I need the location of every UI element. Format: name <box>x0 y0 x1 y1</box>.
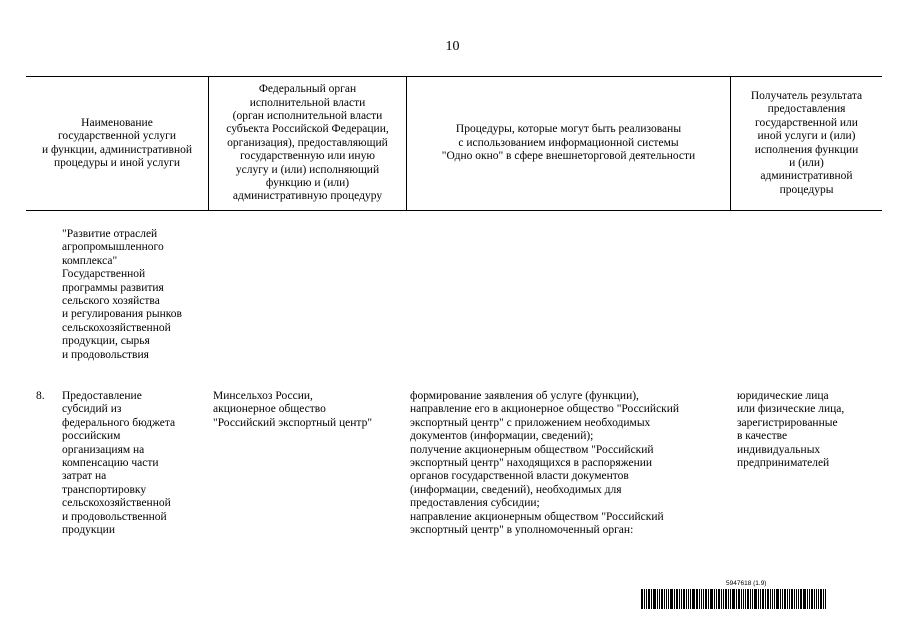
barcode-bar <box>798 589 799 609</box>
barcode-bar <box>714 589 715 609</box>
barcode-bar <box>738 589 740 609</box>
barcode-bar <box>696 589 698 609</box>
barcode-bar <box>750 589 751 609</box>
table-header-bottom-rule <box>26 210 882 211</box>
barcode-bar <box>699 589 700 609</box>
barcode-bar <box>688 589 689 609</box>
barcode-bar <box>825 589 826 609</box>
row-number: 8. <box>36 390 45 402</box>
barcode-bar <box>780 589 781 609</box>
barcode-bar <box>791 589 793 609</box>
barcode-bar <box>774 589 775 609</box>
barcode-bar <box>767 589 769 609</box>
row-procedures: формирование заявления об услуге (функции), направление его в акционерное общество "Российский экспортный центр" с приложением необходимых документов (информации, сведений); получение акционерным обществом "Российский экспортный центр" находящихся в распоряжении органов государственной власти документов (информации, сведений), необходимых для предоставления субсидии; направление акционерным обществом "Российский экспортный центр" в уполномоченный орган: <box>410 390 680 537</box>
barcode-bar <box>668 589 669 609</box>
barcode-bar <box>796 589 797 609</box>
barcode-bar <box>758 589 759 609</box>
barcode-bar <box>818 589 819 609</box>
barcode-bar <box>789 589 790 609</box>
row-authority: Минсельхоз России, акционерное общество "Российский экспортный центр" <box>213 390 373 429</box>
barcode-bar <box>710 589 713 609</box>
barcode-bar <box>723 589 724 609</box>
row-service-name: Предоставление субсидий из федерального бюджета российским организациям на компенсацию части затрат на транспортировку сельскохозяйственной и продовольственной продукции <box>62 390 176 537</box>
barcode-bar <box>703 589 704 609</box>
barcode-bar <box>666 589 667 609</box>
barcode-bar <box>701 589 702 609</box>
row-recipient: юридические лица или физические лица, зарегистрированные в качестве индивидуальных предпринимателей <box>737 390 845 470</box>
barcode-bar <box>820 589 822 609</box>
barcode-bar <box>651 589 652 609</box>
barcode-bar <box>674 589 675 609</box>
barcode-bar <box>641 589 643 609</box>
barcode-bar <box>690 589 691 609</box>
barcode-bar <box>754 589 757 609</box>
barcode-bar <box>718 589 720 609</box>
barcode-bar <box>676 589 678 609</box>
barcode-bar <box>816 589 817 609</box>
barcode-bar <box>811 589 813 609</box>
barcode-bar <box>762 589 764 609</box>
barcode-bar <box>705 589 707 609</box>
header-procedures: Процедуры, которые могут быть реализованы с использованием информационной системы "Одно окно" в сфере внешнеторговой деятельности <box>441 123 696 163</box>
section-heading: "Развитие отраслей агропромышленного комплекса" Государственной программы развития сельского хозяйства и регулирования рынков сельскохозяйственной продукции, сырья и продовольствия <box>62 228 182 361</box>
barcode-bar <box>683 589 685 609</box>
barcode-bar <box>708 589 709 609</box>
barcode-bar <box>732 589 735 609</box>
header-recipient: Получатель результата предоставления государственной или иной услуги и (или) исполнения функции и (или) административной процедуры <box>750 89 863 196</box>
barcode-bar <box>772 589 773 609</box>
barcode-bar <box>661 589 663 609</box>
barcode-bar <box>745 589 746 609</box>
barcode-bar <box>730 589 731 609</box>
barcode-bar <box>814 589 815 609</box>
barcode-number: 5947618 (1.9) <box>726 580 767 587</box>
page-number: 10 <box>445 39 460 54</box>
barcode-bar <box>794 589 795 609</box>
barcode-bar <box>721 589 722 609</box>
barcode-bar <box>784 589 786 609</box>
barcode <box>641 589 857 609</box>
header-authority: Федеральный орган исполнительной власти (орган исполнительной власти субъекта Российской Федерации, организация), предоставляющий государственную или иную услугу и (или) исполняющий функцию и (или) административную процедуру <box>226 83 389 203</box>
barcode-bar <box>747 589 749 609</box>
barcode-bar <box>692 589 695 609</box>
barcode-bar <box>670 589 673 609</box>
barcode-bar <box>807 589 808 609</box>
barcode-bar <box>823 589 824 609</box>
barcode-bar <box>681 589 682 609</box>
header-service-name: Наименование государственной услуги и функции, административной процедуры и иной услуги <box>41 116 193 169</box>
barcode-bar <box>787 589 788 609</box>
barcode-bar <box>725 589 727 609</box>
barcode-bar <box>648 589 650 609</box>
barcode-bar <box>770 589 771 609</box>
barcode-bar <box>716 589 717 609</box>
barcode-bar <box>741 589 742 609</box>
barcode-bar <box>809 589 810 609</box>
barcode-bar <box>644 589 645 609</box>
barcode-bar <box>664 589 665 609</box>
barcode-bar <box>803 589 806 609</box>
barcode-bar <box>653 589 656 609</box>
barcode-bar <box>659 589 660 609</box>
barcode-bar <box>765 589 766 609</box>
barcode-bar <box>752 589 753 609</box>
barcode-bar <box>728 589 729 609</box>
barcode-bar <box>679 589 680 609</box>
barcode-bar <box>800 589 802 609</box>
barcode-bar <box>782 589 783 609</box>
barcode-bar <box>760 589 761 609</box>
barcode-bar <box>686 589 687 609</box>
barcode-bar <box>657 589 658 609</box>
barcode-bar <box>646 589 647 609</box>
barcode-bar <box>743 589 744 609</box>
barcode-bar <box>776 589 779 609</box>
barcode-bar <box>736 589 737 609</box>
